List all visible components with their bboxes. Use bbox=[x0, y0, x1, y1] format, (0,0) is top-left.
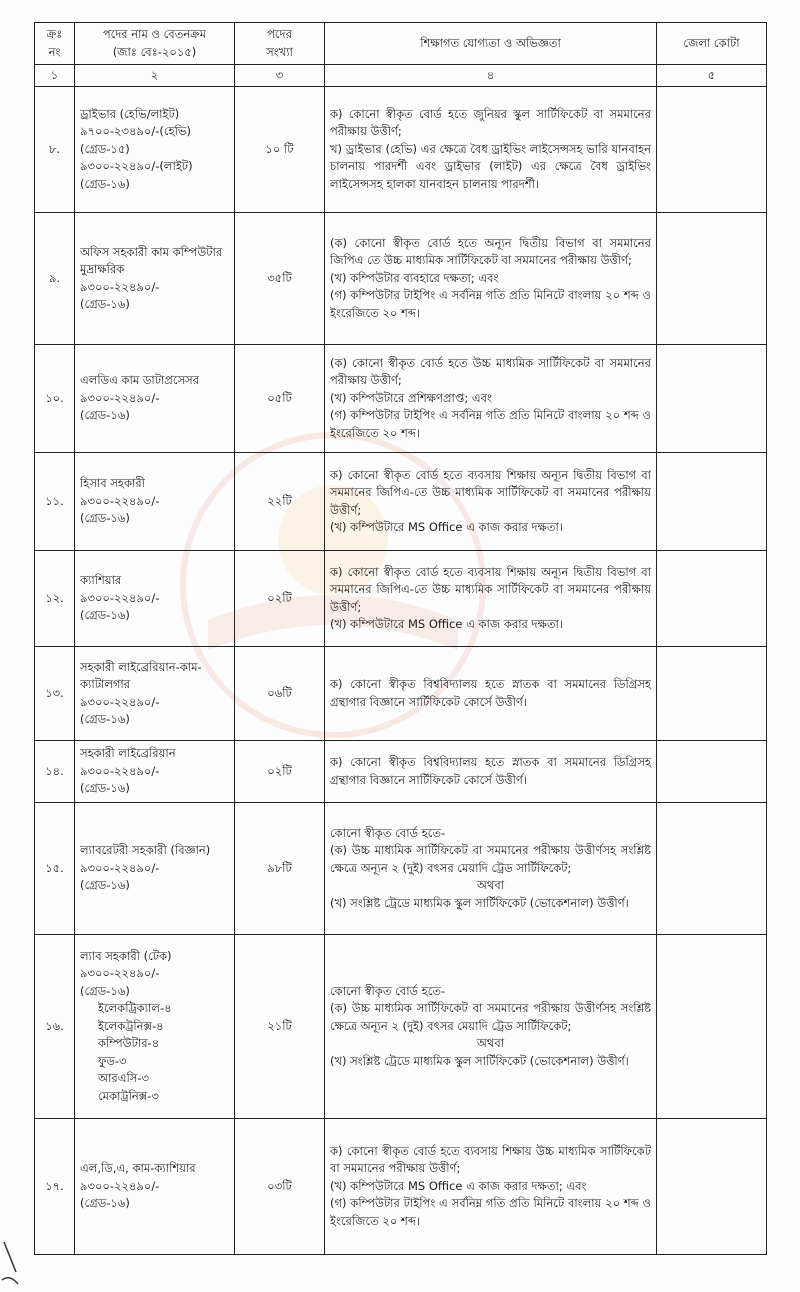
table-row bbox=[35, 551, 767, 647]
qualification-line: ক) কোনো স্বীকৃত বিশ্ববিদ্যালয় হতে স্নাতক বা সমমানের ডিগ্রিসহ গ্রন্থাগার বিজ্ঞানে সার্টিফিকেট কোর্সে উত্তীর্ণ। bbox=[330, 677, 651, 709]
qualification-line: (ক) উচ্চ মাধ্যমিক সার্টিফিকেট বা সমমানের পরীক্ষায় উত্তীর্ণসহ সংশ্লিষ্ট ক্ষেত্রে অন্যূন ২ (দুই) বৎসর মেয়াদি ট্রেড সার্টিফিকেট; bbox=[330, 1001, 651, 1033]
qualification-line: (খ) কম্পিউটারে MS Office এ কাজ করার দক্ষতা; এবং bbox=[330, 1178, 587, 1193]
num-2: ২ bbox=[75, 65, 235, 87]
post-count: ৩৫টি bbox=[235, 213, 325, 345]
post-name-line: (গ্রেড-১৬) bbox=[80, 408, 130, 423]
post-name-line: ল্যাবরেটরী সহকারী (বিজ্ঞান) bbox=[80, 843, 211, 858]
pen-mark bbox=[0, 1222, 30, 1292]
qualification-line: (খ) কম্পিউটার ব্যবহারে দক্ষতা; এবং bbox=[330, 270, 499, 285]
qualification-cell bbox=[325, 803, 657, 935]
trade-item: আরএসি-৩ bbox=[98, 1071, 150, 1086]
qualification-line: (গ) কম্পিউটার টাইপিং এ সর্বনিম্ন গতি প্রতি মিনিটে বাংলায় ২০ শব্দ ও ইংরেজিতে ২০ শব্দ। bbox=[330, 288, 651, 320]
post-name-cell bbox=[75, 741, 235, 803]
post-count: ০৫টি bbox=[235, 345, 325, 453]
post-name-line: ৯৩০০-২২৪৯০/- bbox=[80, 493, 160, 508]
trade-item: ইলেকট্রিক্যাল-৪ bbox=[98, 1001, 172, 1016]
row-serial: ১৪. bbox=[35, 741, 75, 803]
qualification-line: ক) কোনো স্বীকৃত বোর্ড হতে ব্যবসায় শিক্ষায় উচ্চ মাধ্যমিক সার্টিফিকেট বা সমমানের পরীক্ষায় উত্তীর্ণ; bbox=[330, 1143, 651, 1176]
post-name-line: (গ্রেড-১৬) bbox=[80, 781, 130, 796]
post-count: ১০ টি bbox=[235, 87, 325, 213]
post-name-cell bbox=[75, 551, 235, 647]
header-row bbox=[35, 23, 767, 65]
table-row bbox=[35, 803, 767, 935]
post-name-line: ৯৩০০-২২৪৯০/- bbox=[80, 966, 160, 981]
post-name-line: (গ্রেড-১৬) bbox=[80, 511, 130, 526]
post-name-cell bbox=[75, 345, 235, 453]
qualification-cell bbox=[325, 213, 657, 345]
post-name-line: ড্রাইভার (হেভি/লাইট) bbox=[80, 106, 180, 121]
post-count: ০২টি bbox=[235, 551, 325, 647]
post-name-line: (গ্রেড-১৬) bbox=[80, 608, 130, 623]
qualification-cell bbox=[325, 647, 657, 741]
qualification-line: (ক) কোনো স্বীকৃত বোর্ড হতে অন্যূন দ্বিতীয় বিভাগ বা সমমানের জিপিএ তে উচ্চ মাধ্যমিক সার্টিফিকেট বা সমমানের পরীক্ষায় উত্তীর্ণ; bbox=[330, 235, 651, 268]
district-quota-cell bbox=[657, 551, 767, 647]
post-name-line: (গ্রেড-১৬) bbox=[80, 297, 130, 311]
post-count: ০২টি bbox=[235, 741, 325, 803]
table-row bbox=[35, 741, 767, 803]
row-serial: ১৭. bbox=[35, 1119, 75, 1255]
num-4: ৪ bbox=[325, 65, 657, 87]
qualification-line: ক) কোনো স্বীকৃত বোর্ড হতে জুনিয়র স্কুল সার্টিফিকেট বা সমমানের পরীক্ষায় উত্তীর্ণ; bbox=[330, 106, 651, 139]
post-name-line: ৯৩০০-২২৪৯০/- bbox=[80, 590, 160, 605]
qualification-cell bbox=[325, 87, 657, 213]
job-table bbox=[34, 22, 767, 1255]
qualification-line: অথবা bbox=[476, 1036, 505, 1051]
row-serial: ১২. bbox=[35, 551, 75, 647]
district-quota-cell bbox=[657, 87, 767, 213]
trade-item: ইলেকট্রনিক্স-৪ bbox=[98, 1018, 164, 1033]
table-row bbox=[35, 87, 767, 213]
district-quota-cell bbox=[657, 345, 767, 453]
qualification-cell bbox=[325, 935, 657, 1119]
post-name-cell bbox=[75, 647, 235, 741]
qualification-line: ক) কোনো স্বীকৃত বিশ্ববিদ্যালয় হতে স্নাতক বা সমমানের ডিগ্রিসহ গ্রন্থাগার বিজ্ঞানে সার্টিফিকেট কোর্সে উত্তীর্ণ। bbox=[330, 755, 651, 787]
trade-item: ফুড-৩ bbox=[98, 1053, 127, 1068]
district-quota-cell bbox=[657, 935, 767, 1119]
num-1: ১ bbox=[35, 65, 75, 87]
post-name-cell bbox=[75, 803, 235, 935]
post-name-line: এল,ডি,এ, কাম-ক্যাশিয়ার bbox=[80, 1161, 196, 1176]
post-count: ২১টি bbox=[235, 935, 325, 1119]
post-name-line: (গ্রেড-১৬) bbox=[80, 983, 130, 998]
qualification-line: ক) কোনো স্বীকৃত বোর্ড হতে ব্যবসায় শিক্ষায় অন্যূন দ্বিতীয় বিভাগ বা সমমানের জিপিএ-তে উচ্চ মাধ্যমিক সার্টিফিকেট বা সমমানের পরীক্ষায় উত্তীর্ণ; bbox=[330, 564, 651, 614]
row-serial: ৮. bbox=[35, 87, 75, 213]
post-name-line: ৯৩০০-২২৪৯০/- bbox=[80, 279, 160, 294]
qualification-cell bbox=[325, 551, 657, 647]
post-count: ০৬টি bbox=[235, 647, 325, 741]
post-count: ০৩টি bbox=[235, 1119, 325, 1255]
post-name-line: (গ্রেড-১৬) bbox=[80, 176, 130, 191]
qualification-cell bbox=[325, 345, 657, 453]
table-row bbox=[35, 1119, 767, 1255]
district-quota-cell bbox=[657, 1119, 767, 1255]
num-5: ৫ bbox=[657, 65, 767, 87]
post-name-cell bbox=[75, 1119, 235, 1255]
header-serial: ক্রঃ নং bbox=[35, 23, 75, 65]
table-row bbox=[35, 647, 767, 741]
post-name-line: ৯৩০০-২২৪৯০/-(লাইট) bbox=[80, 159, 193, 174]
post-name-line: ৯৩০০-২২৪৯০/- bbox=[80, 860, 160, 875]
post-name-line: হিসাব সহকারী bbox=[80, 476, 145, 491]
post-name-line: সহকারী লাইব্রেরিয়ান-কাম-ক্যাটালগার bbox=[80, 659, 202, 691]
trade-item: কম্পিউটার-৪ bbox=[98, 1036, 160, 1051]
post-name-cell bbox=[75, 87, 235, 213]
district-quota-cell bbox=[657, 453, 767, 551]
district-quota-cell bbox=[657, 741, 767, 803]
header-post-count: পদের সংখ্যা bbox=[235, 23, 325, 65]
post-name-line: ৯৩০০-২২৪৯০/- bbox=[80, 390, 160, 405]
post-name-line: অফিস সহকারী কাম কম্পিউটার মুদ্রাক্ষরিক bbox=[80, 244, 223, 276]
numbering-row bbox=[35, 65, 767, 87]
row-serial: ১০. bbox=[35, 345, 75, 453]
post-name-line: ৯৩০০-২২৪৯০/- bbox=[80, 1178, 160, 1193]
table-row bbox=[35, 213, 767, 345]
post-name-line: ৯৩০০-২২৪৯০/- bbox=[80, 694, 160, 709]
post-count: ২২টি bbox=[235, 453, 325, 551]
qualification-line: (ক) কোনো স্বীকৃত বোর্ড হতে উচ্চ মাধ্যমিক সার্টিফিকেট বা সমমানের পরীক্ষায় উত্তীর্ণ; bbox=[330, 355, 651, 388]
post-name-line: ল্যাব সহকারী (টেক) bbox=[80, 948, 172, 963]
qualification-line: (গ) কম্পিউটার টাইপিং এ সর্বনিম্ন গতি প্রতি মিনিটে বাংলায় ২০ শব্দ ও ইংরেজিতে ২০ শব্দ। bbox=[330, 408, 651, 440]
post-name-line: ক্যাশিয়ার bbox=[80, 573, 122, 588]
post-name-cell bbox=[75, 935, 235, 1119]
qualification-line: (খ) কম্পিউটারে প্রশিক্ষণপ্রাপ্ত; এবং bbox=[330, 390, 492, 405]
qualification-cell bbox=[325, 741, 657, 803]
qualification-line: ক) কোনো স্বীকৃত বোর্ড হতে ব্যবসায় শিক্ষায় অন্যূন দ্বিতীয় বিভাগ বা সমমানের জিপিএ-তে উচ্চ মাধ্যমিক সার্টিফিকেট বা সমমানের পরীক্ষায় উত্তীর্ণ; bbox=[330, 467, 651, 517]
post-name-line: ৯৭০০-২৩৪৯০/-(হেভি) bbox=[80, 124, 191, 139]
post-name-line: সহকারী লাইব্রেরিয়ান bbox=[80, 746, 176, 761]
post-name-line: (গ্রেড-১৬) bbox=[80, 712, 130, 726]
post-name-line: (গ্রেড-১৬) bbox=[80, 1196, 130, 1211]
qualification-line: খ) ড্রাইভার (হেভি) এর ক্ষেত্রে বৈধ ড্রাইভিং লাইসেন্সসহ ভারি যানবাহন চালনায় পারদর্শী এবং ড্রাইভার (লাইট) এর ক্ষেত্রে বৈধ ড্রাইভিং লাইসেন্সসহ হালকা যানবাহন চালনায় পারদর্শী। bbox=[330, 141, 651, 191]
qualification-line: (খ) সংশ্লিষ্ট ট্রেডে মাধ্যমিক স্কুল সার্টিফিকেট (ভোকেশনাল) উত্তীর্ণ। bbox=[330, 1053, 629, 1068]
qualification-line: (খ) সংশ্লিষ্ট ট্রেডে মাধ্যমিক স্কুল সার্টিফিকেট (ভোকেশনাল) উত্তীর্ণ। bbox=[330, 895, 629, 910]
qualification-line: (ক) উচ্চ মাধ্যমিক সার্টিফিকেট বা সমমানের পরীক্ষায় উত্তীর্ণসহ সংশ্লিষ্ট ক্ষেত্রে অন্যূন ২ (দুই) বৎসর মেয়াদি ট্রেড সার্টিফিকেট; bbox=[330, 843, 651, 875]
qualification-cell bbox=[325, 1119, 657, 1255]
post-name-line: (গ্রেড-১৫) bbox=[80, 141, 130, 156]
qualification-line: (গ) কম্পিউটার টাইপিং এ সর্বনিম্ন গতি প্রতি মিনিটে বাংলায় ২০ শব্দ ও ইংরেজিতে ২০ শব্দ। bbox=[330, 1196, 651, 1228]
qualification-cell bbox=[325, 453, 657, 551]
post-name-line: (গ্রেড-১৬) bbox=[80, 878, 130, 893]
header-district-quota: জেলা কোটা bbox=[657, 23, 767, 65]
table-row bbox=[35, 453, 767, 551]
district-quota-cell bbox=[657, 803, 767, 935]
post-name-line: এলডিএ কাম ডাটাপ্রসেসর bbox=[80, 373, 200, 388]
post-name-cell bbox=[75, 213, 235, 345]
post-count: ৯৮টি bbox=[235, 803, 325, 935]
row-serial: ১৫. bbox=[35, 803, 75, 935]
qualification-line: কোনো স্বীকৃত বোর্ড হতে- bbox=[330, 825, 446, 840]
qualification-line: (খ) কম্পিউটারে MS Office এ কাজ করার দক্ষতা। bbox=[330, 520, 563, 534]
post-name-cell bbox=[75, 453, 235, 551]
table-row bbox=[35, 935, 767, 1119]
qualification-line: অথবা bbox=[476, 878, 505, 893]
qualification-line: (খ) কম্পিউটারে MS Office এ কাজ করার দক্ষতা। bbox=[330, 617, 563, 631]
num-3: ৩ bbox=[235, 65, 325, 87]
qualification-line: কোনো স্বীকৃত বোর্ড হতে- bbox=[330, 983, 446, 998]
district-quota-cell bbox=[657, 213, 767, 345]
row-serial: ১১. bbox=[35, 453, 75, 551]
header-post-name: পদের নাম ও বেতনক্রম (জাঃ বেঃ-২০১৫) bbox=[75, 23, 235, 65]
row-serial: ৯. bbox=[35, 213, 75, 345]
table-row bbox=[35, 345, 767, 453]
post-name-line: ৯৩০০-২২৪৯০/- bbox=[80, 763, 160, 778]
district-quota-cell bbox=[657, 647, 767, 741]
row-serial: ১৩. bbox=[35, 647, 75, 741]
row-serial: ১৬. bbox=[35, 935, 75, 1119]
header-qualification: শিক্ষাগত যোগ্যতা ও অভিজ্ঞতা bbox=[325, 23, 657, 65]
trade-item: মেকাট্রনিক্স-৩ bbox=[98, 1088, 159, 1103]
